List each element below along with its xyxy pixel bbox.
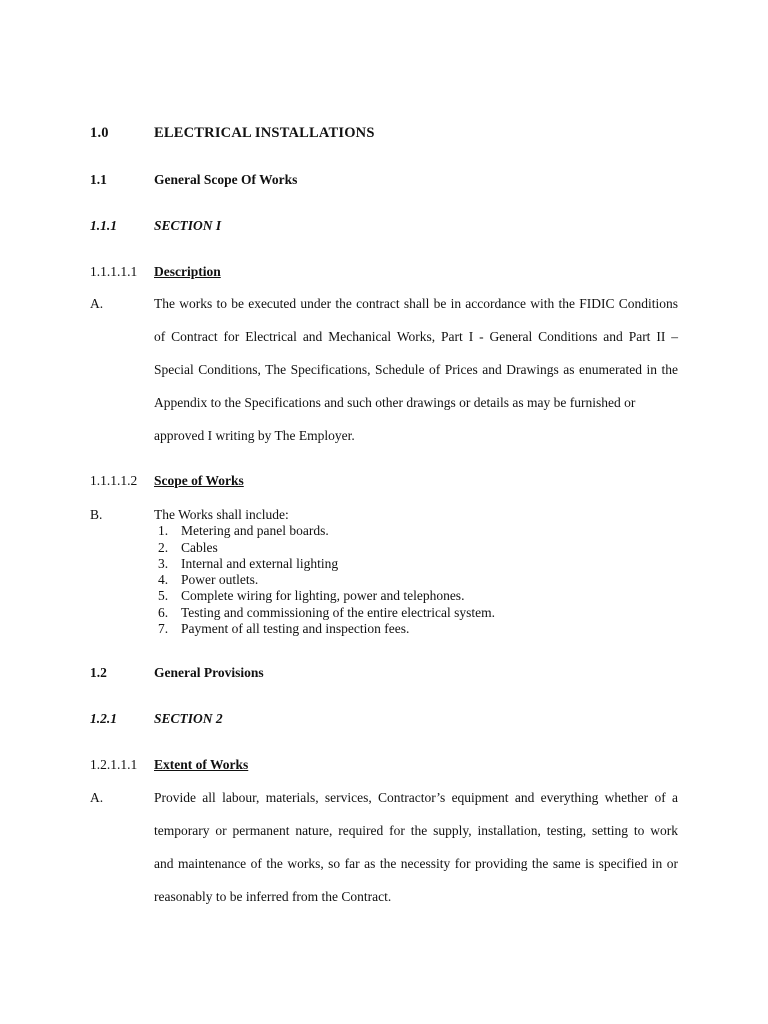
heading-title: General Provisions [154,665,264,680]
list-item-number: 2. [158,539,169,555]
para-label: A. [90,790,104,805]
heading-number: 1.1.1.1.2 [90,473,138,488]
heading-title: Extent of Works [154,757,249,772]
list-item-text: Metering and panel boards. [181,523,329,539]
heading-number: 1.1 [90,172,107,187]
list-item [154,555,339,572]
list-item-number: 1. [158,523,169,539]
para-line: The works to be executed under the contract shall be in accordance with the FIDIC Conditions [154,296,678,311]
list-item-text: Payment of all testing and inspection fees. [181,621,410,637]
heading-number: 1.1.1 [90,218,117,233]
heading-number: 1.1.1.1.1 [90,264,138,279]
list-item [154,588,465,604]
para-line: approved I writing by The Employer. [154,428,355,443]
heading-title: SECTION I [154,218,222,233]
list-item-text: Cables [181,539,218,555]
list-item-text: Complete wiring for lighting, power and telephones. [181,588,465,604]
para-line: and maintenance of the works, so far as the necessity for providing the same is specified in or [154,856,678,871]
heading-number: 1.2.1.1.1 [90,757,138,772]
list-item [154,572,289,588]
para-line: Special Conditions, The Specifications, Schedule of Prices and Drawings as enumerated in the [154,362,678,377]
list-item-number: 4. [158,572,169,588]
heading-number: 1.2 [90,665,107,680]
heading-title: Scope of Works [154,473,244,488]
para-line: Appendix to the Specifications and such other drawings or details as may be furnished or [154,395,636,410]
list-item [154,523,329,539]
list-item-text: Power outlets. [181,572,259,588]
heading-title: ELECTRICAL INSTALLATIONS [154,125,375,141]
heading-title: Description [154,264,221,279]
list-item-number: 7. [158,621,169,637]
list-intro [154,507,289,523]
list-item [154,604,495,621]
list-item [154,621,410,637]
para-line: temporary or permanent nature, required for the supply, installation, testing, setting to work [154,823,678,838]
heading-title: General Scope Of Works [154,172,298,187]
list-item-text: Internal and external lighting [181,555,339,571]
list-intro-text: The Works shall include: [154,507,289,522]
list-item-number: 6. [158,604,169,620]
para-line: reasonably to be inferred from the Contract. [154,889,392,904]
heading-title: SECTION 2 [154,711,223,726]
works-list [154,507,495,637]
list-item-text: Testing and commissioning of the entire electrical system. [181,604,495,620]
heading-number: 1.2.1 [90,711,117,726]
para-line: Provide all labour, materials, services, Contractor’s equipment and everything whether of a [154,790,678,805]
para-label: A. [90,296,104,311]
list-item [154,540,289,556]
list-item-number: 3. [158,555,169,571]
list-item-number: 5. [158,588,169,604]
heading-number: 1.0 [90,125,109,141]
para-label: B. [90,507,103,522]
para-line: of Contract for Electrical and Mechanical Works, Part I - General Conditions and Part II – [154,329,678,344]
